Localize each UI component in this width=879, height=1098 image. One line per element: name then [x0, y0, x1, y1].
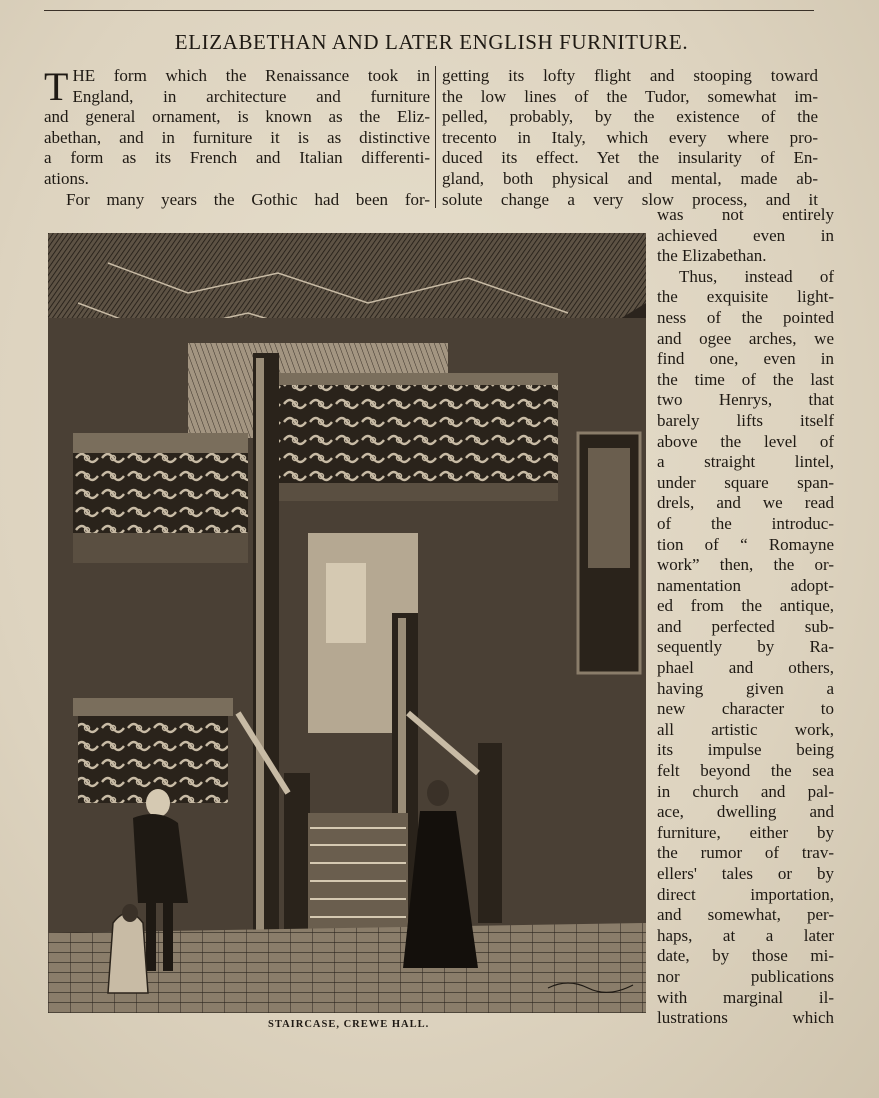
text-line: two Henrys, that	[657, 390, 834, 410]
text-line: furniture, either by	[657, 822, 834, 842]
text-line: England, in architecture and furniture	[72, 86, 430, 106]
text-line: tion of “ Romayne	[657, 534, 834, 554]
text-line: the time of the last	[657, 369, 834, 389]
text-line: ellers' tales or by	[657, 864, 834, 883]
text-line: and general ornament, is known as the Eliz-	[44, 107, 430, 127]
text-line: lustrations which	[657, 1008, 834, 1028]
text-line: the exquisite light-	[657, 287, 834, 307]
text-line: all artistic work,	[657, 719, 834, 739]
narrow-column	[657, 205, 834, 1029]
paragraph-gothic	[44, 190, 430, 211]
text-line: duced its effect. Yet the insularity of En-	[442, 148, 818, 168]
text-line: and ogee arches, we	[657, 328, 834, 348]
paragraph-gothic-end	[657, 205, 834, 267]
text-line: HE form which the Renaissance took in	[72, 66, 430, 85]
text-line: drels, and we read	[657, 493, 834, 513]
text-line: new character to	[657, 699, 834, 719]
staircase-illustration	[48, 233, 646, 1013]
text-line: felt beyond the sea	[657, 761, 834, 781]
paragraph-intro	[44, 66, 430, 190]
text-line: namentation adopt-	[657, 575, 834, 595]
text-line: gland, both physical and mental, made ab-	[442, 168, 818, 188]
paragraph-thus	[657, 267, 834, 1029]
text-line: in church and pal-	[657, 781, 834, 801]
text-line: trecento in Italy, which every where pro-	[442, 127, 818, 147]
paragraph-gothic-continued	[442, 66, 818, 210]
text-line: date, by those mi-	[657, 946, 834, 966]
right-column-top	[442, 66, 818, 210]
text-line: above the level of	[657, 431, 834, 451]
text-line: a form as its French and Italian differenti-	[44, 148, 430, 168]
text-line: was not entirely	[657, 205, 834, 224]
text-line: of the introduc-	[657, 513, 834, 533]
text-line: the Elizabethan.	[657, 246, 767, 266]
text-line: the low lines of the Tudor, somewhat im-	[442, 86, 818, 106]
text-line: with marginal il-	[657, 987, 834, 1007]
text-line: sequently by Ra-	[657, 637, 834, 657]
column-divider	[435, 66, 436, 208]
drop-cap: T	[44, 64, 69, 109]
text-line: direct importation,	[657, 884, 834, 904]
text-line: haps, at a later	[657, 925, 834, 945]
text-line: find one, even in	[657, 349, 834, 369]
text-line: phael and others,	[657, 658, 834, 678]
text-line: barely lifts itself	[657, 410, 834, 430]
text-line: work” then, the or-	[657, 555, 834, 575]
text-line: the rumor of trav-	[657, 843, 834, 863]
text-line: nor publications	[657, 966, 834, 986]
text-line: ace, dwelling and	[657, 802, 834, 822]
text-line: Thus, instead of	[679, 266, 834, 286]
text-line: solute change a very slow process, and it	[442, 189, 818, 209]
text-line: having given a	[657, 678, 834, 698]
text-line: and perfected sub-	[657, 616, 834, 636]
staircase-engraving	[48, 233, 646, 1013]
left-column	[44, 66, 430, 210]
illustration-caption: STAIRCASE, CREWE HALL.	[268, 1019, 430, 1030]
text-line: under square span-	[657, 472, 834, 492]
text-line: ations.	[44, 168, 89, 188]
text-line: and somewhat, per-	[657, 905, 834, 925]
article-title: ELIZABETHAN AND LATER ENGLISH FURNITURE.	[174, 30, 689, 54]
text-line: pelled, probably, by the existence of the	[442, 107, 818, 127]
text-line: For many years the Gothic had been for-	[66, 189, 430, 209]
text-line: a straight lintel,	[657, 452, 834, 472]
text-line: getting its lofty flight and stooping toward	[442, 66, 818, 85]
text-line: achieved even in	[657, 225, 834, 245]
text-line: abethan, and in furniture it is as distinctive	[44, 127, 430, 147]
top-rule	[44, 10, 814, 11]
text-line: its impulse being	[657, 740, 834, 760]
text-line: ness of the pointed	[657, 307, 834, 327]
text-line: ed from the antique,	[657, 596, 834, 616]
